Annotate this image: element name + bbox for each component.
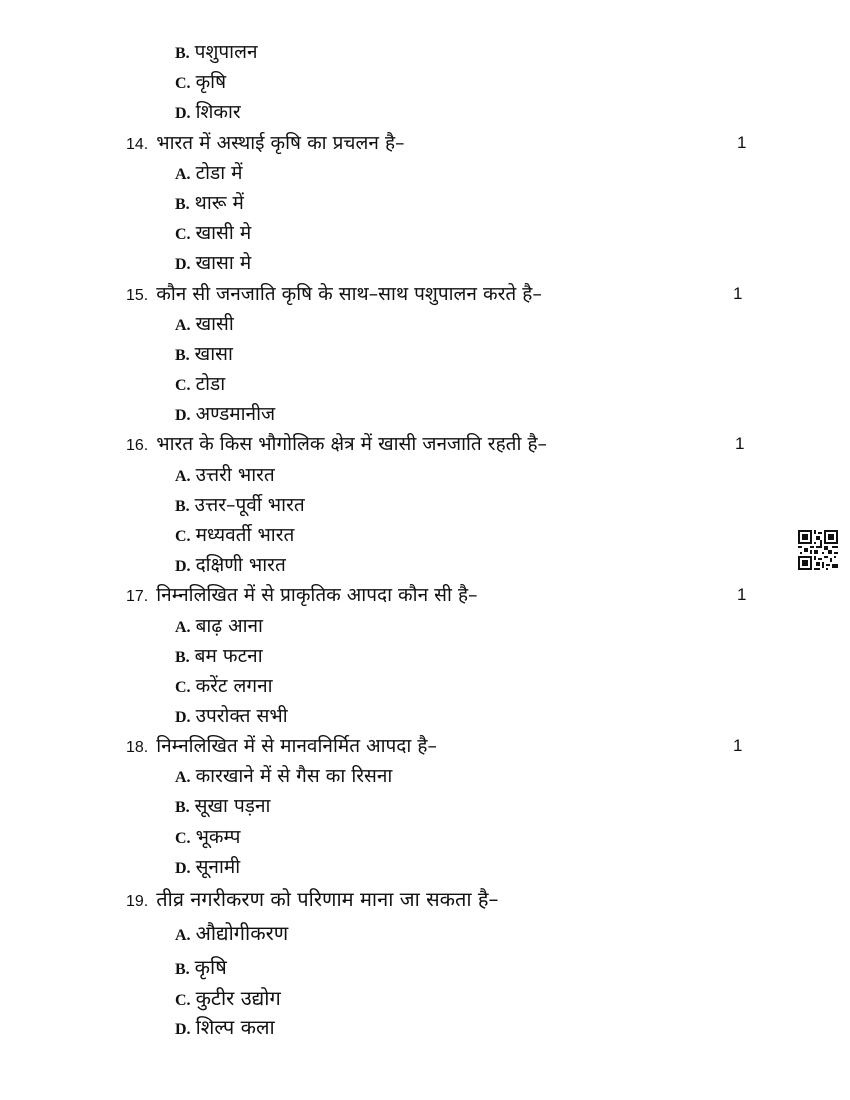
option-18a xyxy=(175,764,392,790)
option-letter: D. xyxy=(175,105,191,122)
option-text: कृषि xyxy=(195,71,227,93)
question-number: 16. xyxy=(126,437,149,454)
question-19 xyxy=(126,887,499,914)
option-letter: C. xyxy=(175,75,191,92)
question-text: भारत में अस्थाई कृषि का प्रचलन है– xyxy=(156,132,405,154)
option-letter: B. xyxy=(175,649,190,666)
option-16d xyxy=(175,553,286,579)
option-letter: D. xyxy=(175,407,191,424)
marks-15: 1 xyxy=(733,284,743,303)
option-letter: D. xyxy=(175,256,191,273)
option-text: कारखाने में से गैस का रिसना xyxy=(195,765,393,787)
question-17 xyxy=(126,583,478,609)
option-letter: C. xyxy=(175,377,191,394)
option-text: शिकार xyxy=(195,101,241,123)
option-text: उत्तर–पूर्वी भारत xyxy=(194,494,305,516)
option-letter: C. xyxy=(175,830,191,847)
option-text: भूकम्प xyxy=(195,826,241,848)
option-text: बम फटना xyxy=(194,645,263,667)
question-text: तीव्र नगरीकरण को परिणाम माना जा सकता है– xyxy=(156,887,499,911)
option-text: टोडा xyxy=(195,373,226,395)
option-letter: B. xyxy=(175,961,190,978)
option-14b xyxy=(175,191,244,217)
option-letter: C. xyxy=(175,992,191,1009)
option-16b xyxy=(175,493,305,519)
question-16 xyxy=(126,432,547,458)
question-number: 17. xyxy=(126,588,149,605)
question-15 xyxy=(126,282,542,308)
option-text: दक्षिणी भारत xyxy=(195,554,286,576)
option-letter: A. xyxy=(175,927,191,944)
question-text: निम्नलिखित में से प्राकृतिक आपदा कौन सी है– xyxy=(156,584,478,606)
qr-code-icon xyxy=(798,530,838,570)
marks-18: 1 xyxy=(733,736,743,755)
option-13b xyxy=(175,40,258,66)
option-text: औद्योगीकरण xyxy=(195,921,289,945)
option-14a xyxy=(175,161,243,187)
option-letter: D. xyxy=(175,860,191,877)
option-text: पशुपालन xyxy=(194,41,258,63)
option-text: करेंट लगना xyxy=(195,675,273,697)
option-letter: D. xyxy=(175,1021,191,1038)
option-19c xyxy=(175,986,281,1013)
option-text: खासा मे xyxy=(195,252,252,274)
question-number: 14. xyxy=(126,136,149,153)
option-text: सूनामी xyxy=(195,856,241,878)
question-14 xyxy=(126,131,405,157)
option-letter: B. xyxy=(175,45,190,62)
option-letter: C. xyxy=(175,528,191,545)
option-letter: D. xyxy=(175,709,191,726)
question-text: कौन सी जनजाति कृषि के साथ–साथ पशुपालन करते है– xyxy=(156,283,542,305)
option-text: सूखा पड़ना xyxy=(194,795,271,817)
option-text: उपरोक्त सभी xyxy=(195,705,288,727)
question-text: निम्नलिखित में से मानवनिर्मित आपदा है– xyxy=(156,735,437,757)
option-13d xyxy=(175,100,241,126)
option-text: टोडा में xyxy=(195,162,243,184)
option-letter: A. xyxy=(175,769,191,786)
option-text: उत्तरी भारत xyxy=(195,464,275,486)
option-17c xyxy=(175,674,273,700)
option-18c xyxy=(175,825,240,851)
option-text: अण्डमानीज xyxy=(195,403,276,425)
option-letter: C. xyxy=(175,226,191,243)
option-text: शिल्प कला xyxy=(195,1015,275,1039)
option-19a xyxy=(175,921,288,948)
option-letter: C. xyxy=(175,679,191,696)
option-17a xyxy=(175,614,263,640)
option-13c xyxy=(175,70,226,96)
option-19d xyxy=(175,1015,275,1042)
option-text: खासी मे xyxy=(195,222,252,244)
option-text: कृषि xyxy=(194,955,227,979)
option-18d xyxy=(175,855,240,881)
option-letter: A. xyxy=(175,166,191,183)
option-text: खासा xyxy=(194,343,233,365)
option-text: खासी xyxy=(195,313,234,335)
option-16a xyxy=(175,463,275,489)
option-17b xyxy=(175,644,263,670)
option-text: मध्यवर्ती भारत xyxy=(195,524,295,546)
option-letter: B. xyxy=(175,498,190,515)
option-17d xyxy=(175,704,288,730)
option-14d xyxy=(175,251,251,277)
marks-14: 1 xyxy=(737,133,747,152)
marks-16: 1 xyxy=(735,434,745,453)
option-15d xyxy=(175,402,275,428)
question-number: 15. xyxy=(126,287,149,304)
option-text: कुटीर उद्योग xyxy=(195,986,281,1010)
option-15c xyxy=(175,372,225,398)
option-16c xyxy=(175,523,294,549)
option-15b xyxy=(175,342,233,368)
question-number: 19. xyxy=(126,893,149,910)
option-14c xyxy=(175,221,251,247)
option-text: बाढ़ आना xyxy=(195,615,263,637)
option-letter: B. xyxy=(175,196,190,213)
option-15a xyxy=(175,312,234,338)
question-text: भारत के किस भौगोलिक क्षेत्र में खासी जनजाति रहती है– xyxy=(156,433,548,455)
option-letter: D. xyxy=(175,558,191,575)
option-text: थारू में xyxy=(194,192,244,214)
marks-17: 1 xyxy=(737,585,747,604)
option-letter: B. xyxy=(175,347,190,364)
option-letter: A. xyxy=(175,468,191,485)
option-letter: A. xyxy=(175,619,191,636)
option-19b xyxy=(175,955,227,982)
option-letter: A. xyxy=(175,317,191,334)
question-number: 18. xyxy=(126,739,149,756)
option-letter: B. xyxy=(175,799,190,816)
question-18 xyxy=(126,734,437,760)
option-18b xyxy=(175,794,270,820)
